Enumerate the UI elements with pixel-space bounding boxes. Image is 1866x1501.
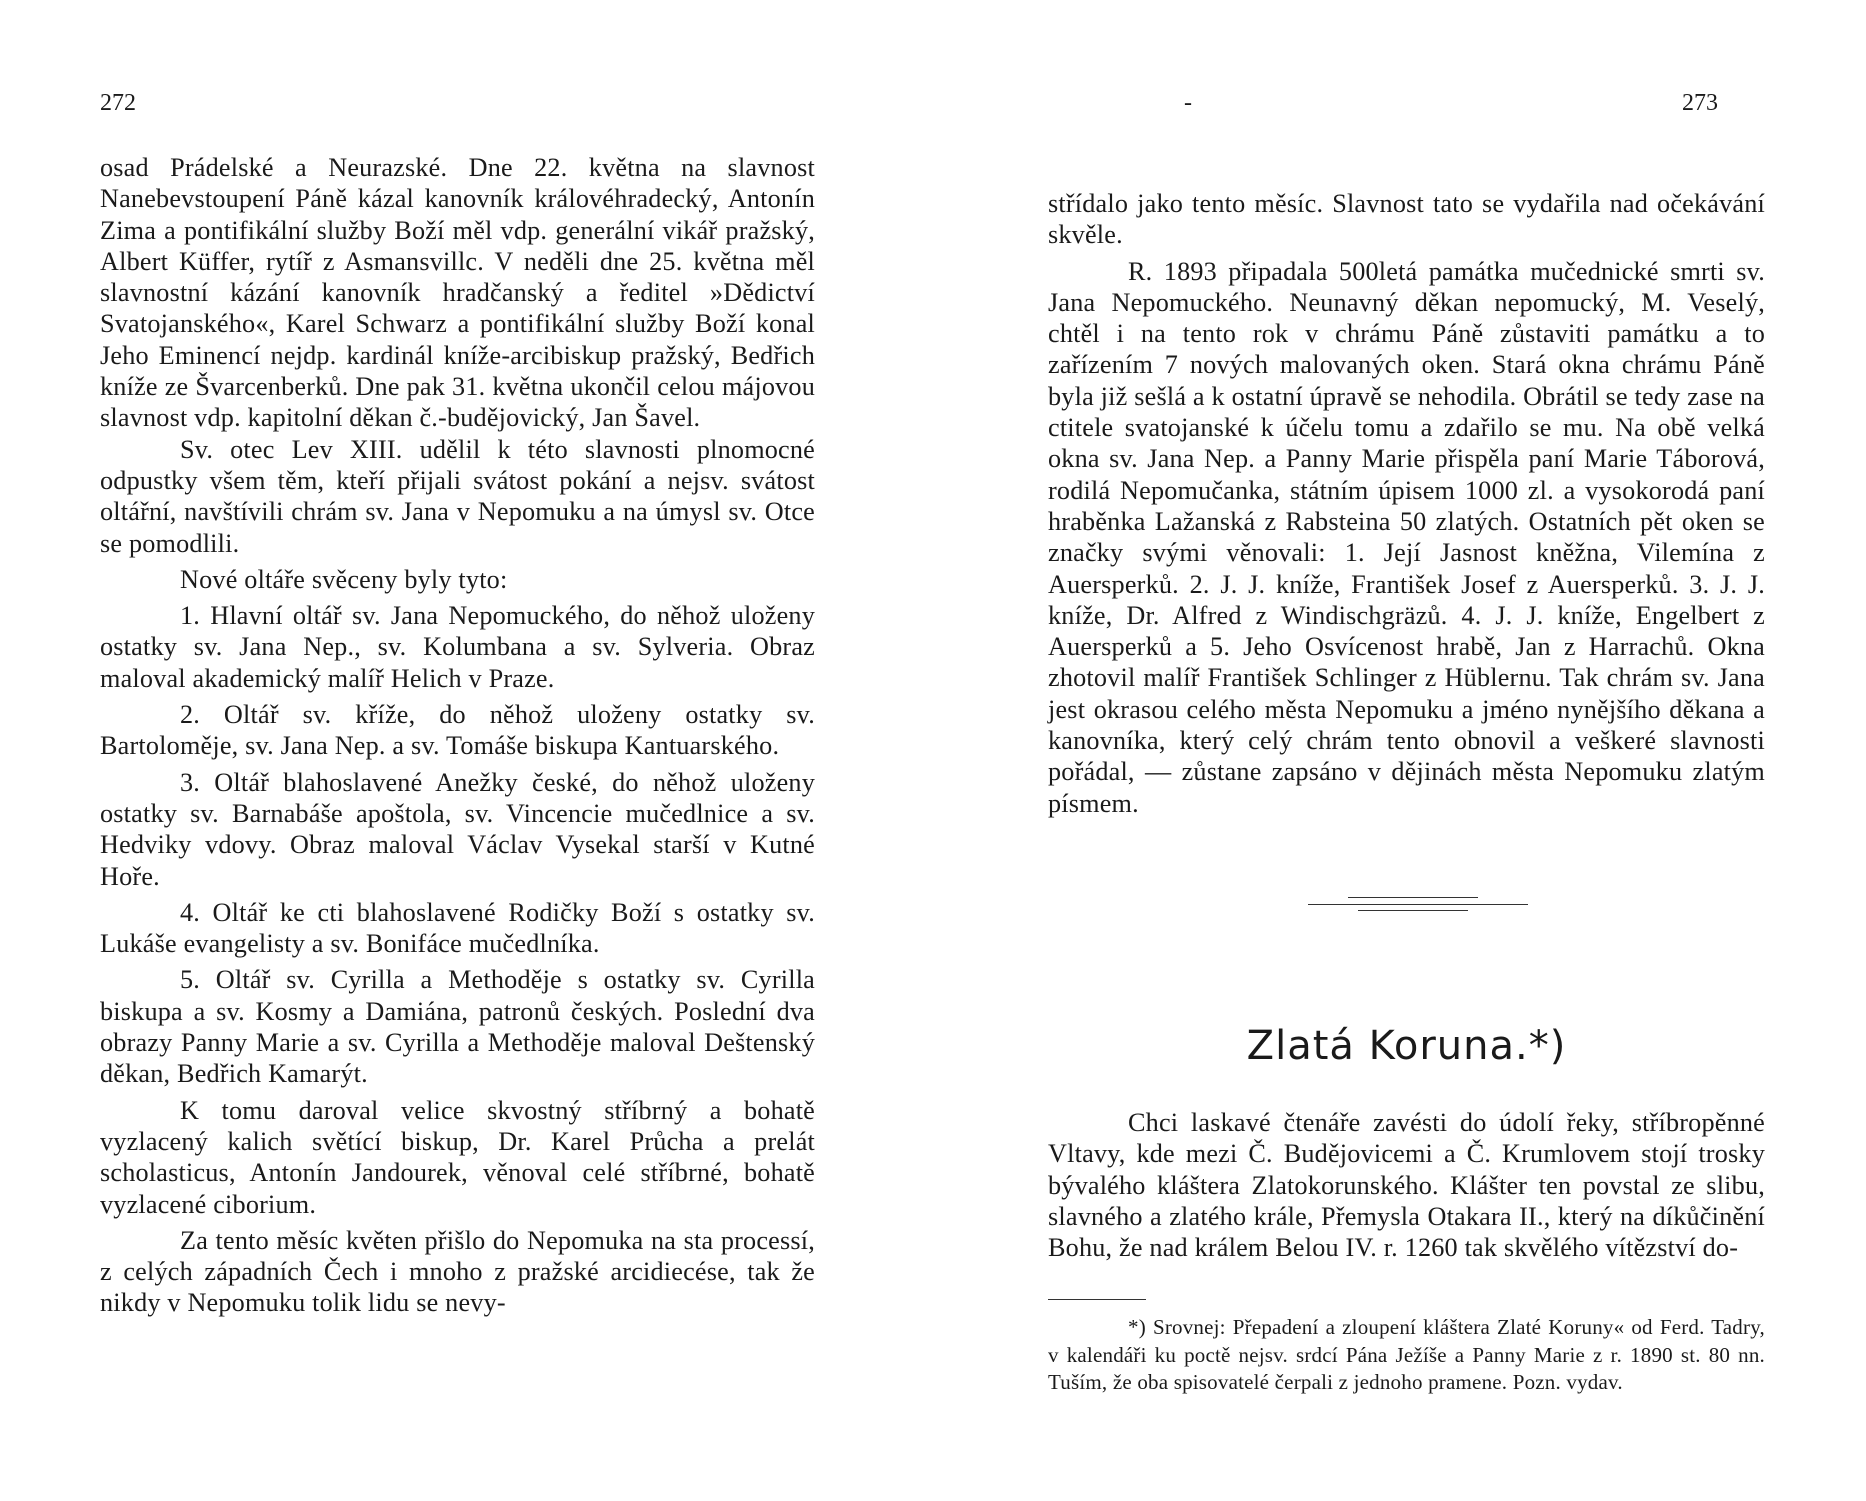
paragraph: osad Prádelské a Neurazské. Dne 22. května na slavnost Nanebevstoupení Páně kázal kanovník královéhradecký, Antonín Zima a pontifikální služby Boží měl vdp. generální vikář pražský, Albert Küffer, rytíř z Asmansvillc. V neděli dne 25. května měl slavnostní kázání kanovník hradčanský a ředitel »Dědictví Svatojanského«, Karel Schwarz a pontifikální služby Boží konal Jeho Eminencí nejdp. kardinál kníže-arcibiskup pražský, Bedřich kníže ze Švarcenberků. Dne pak 31. května ukončil celou májovou slavnost vdp. kapitolní děkan č.-budějovický, Jan Šavel. — [100, 153, 815, 433]
footnote-rule — [1048, 1299, 1146, 1300]
chapter-body — [1048, 1107, 1765, 1263]
footnote-text: *) Srovnej: Přepadení a zloupení kláštera Zlaté Koruny« od Ferd. Tadry, v kalendáři ku poctě nejsv. srdcí Pána Ježíše a Panny Marie z r. 1890 st. 80 nn. Tuším, že oba spisovatelé čerpali z jednoho pramene. Pozn. vydav. — [1048, 1315, 1765, 1395]
paragraph: Za tento měsíc květen přišlo do Nepomuka na sta processí, z celých západních Čech i mnoho z pražské arcidiecése, tak že nikdy v Nepomuku tolik lidu se nevy- — [100, 1225, 815, 1318]
altar-item: 3. Oltář blahoslavené Anežky české, do něhož uloženy ostatky sv. Barnabáše apoštola, sv. Vincencie mučedlnice a sv. Hedviky vdovy. Obraz maloval Václav Vysekal starší v Kutné Hoře. — [100, 767, 815, 891]
page-number-left: 272 — [100, 90, 136, 116]
altar-item: 5. Oltář sv. Cyrilla a Methoděje s ostatky sv. Cyrilla biskupa a sv. Kosmy a Damiána, patronů českých. Poslední dva obrazy Panny Marie a sv. Cyrilla a Methoděje maloval Deštenský děkan, Bedřich Kamarýt. — [100, 965, 815, 1089]
page-number-right-value: 273 — [1682, 90, 1718, 116]
right-page-body — [1048, 188, 1765, 819]
altar-item: 2. Oltář sv. kříže, do něhož uloženy ostatky sv. Bartoloměje, sv. Jana Nep. a sv. Tomáše biskupa Kantuarského. — [100, 700, 815, 761]
right-page — [930, 0, 1866, 1501]
left-page-body — [100, 152, 815, 1319]
page-number-right — [1048, 88, 1866, 128]
paragraph: střídalo jako tento měsíc. Slavnost tato se vydařila nad očekávání skvěle. — [1048, 189, 1765, 250]
paragraph: K tomu daroval velice skvostný stříbrný a bohatě vyzlacený kalich světící biskup, Dr. Karel Průcha a prelát scholasticus, Antonín Jandourek, věnoval celé stříbrné, bohatě vyzlacené ciborium. — [100, 1095, 815, 1219]
paragraph: Chci laskavé čtenáře zavésti do údolí řeky, stříbropěnné Vltavy, kde mezi Č. Budějovicemi a Č. Krumlovem stojí trosky bývalého kláštera Zlatokorunského. Klášter ten povstal ze slibu, slavného a zlatého krále, Přemysla Otakara II., který na díkůčinění Bohu, že nad králem Belou IV. r. 1260 tak skvělého vítězství do- — [1048, 1107, 1765, 1263]
footnote — [1048, 1314, 1765, 1397]
paragraph: Nové oltáře svěceny byly tyto: — [180, 564, 508, 594]
paragraph: R. 1893 připadala 500letá památka mučednické smrti sv. Jana Nepomuckého. Neunavný děkan nepomucký, M. Veselý, chtěl i na tento rok v chrámu Páně zůstaviti památku a to zařízením 7 nových malovaných oken. Stará okna chrámu Páně byla již sešlá a k ostatní úpravě se nehodila. Obrátil se tedy zase na ctitele svatojanské k účelu tomu a zdařilo se mu. Na obě velká okna sv. Jana Nep. a Panny Marie přispěla paní Marie Táborová, rodilá Nepomučanka, státním úpisem 1000 zl. a vysokorodá paní hraběnka Lažanská z Rabsteina 50 zlatých. Ostatních pět oken se značky svými věnovali: 1. Její Jasnost kněžna, Vilemína z Auersperků. 2. J. J. kníže, František Josef z Auersperků. 3. J. J. kníže, Dr. Alfred z Windischgräzů. 4. J. J. kníže, Engelbert z Auersperků a 5. Jeho Osvícenost hrabě, Jan z Harrachů. Okna zhotovil malíř František Schlinger z Hüblernu. Tak chrám sv. Jana jest okrasou celého města Nepomuku a jméno nynějšího děkana a kanovníka, který celý chrám tento obnovil a veškeré slavnosti pořádal, — zůstane zapsáno v dějinách města Nepomuku zlatým písmem. — [1048, 256, 1765, 818]
chapter-title: Zlatá Koruna.*) — [1246, 1022, 1567, 1069]
paragraph: Sv. otec Lev XIII. udělil k této slavnosti plnomocné odpustky všem těm, kteří přijali svátost pokání a nejsv. svátost oltářní, navštívili chrám sv. Jana v Nepomuku a na úmysl sv. Otce se pomodlili. — [100, 434, 815, 558]
altar-item: 4. Oltář ke cti blahoslavené Rodičky Boží s ostatky sv. Lukáše evangelisty a sv. Bonifáce mučedlníka. — [100, 897, 815, 959]
altar-item: 1. Hlavní oltář sv. Jana Nepomuckého, do něhož uloženy ostatky sv. Jana Nep., sv. Kolumbana a sv. Sylveria. Obraz maloval akademický malíř Helich v Praze. — [100, 601, 815, 693]
header-dash: - — [1184, 90, 1192, 116]
section-divider — [1308, 897, 1528, 913]
left-page — [0, 0, 930, 1501]
